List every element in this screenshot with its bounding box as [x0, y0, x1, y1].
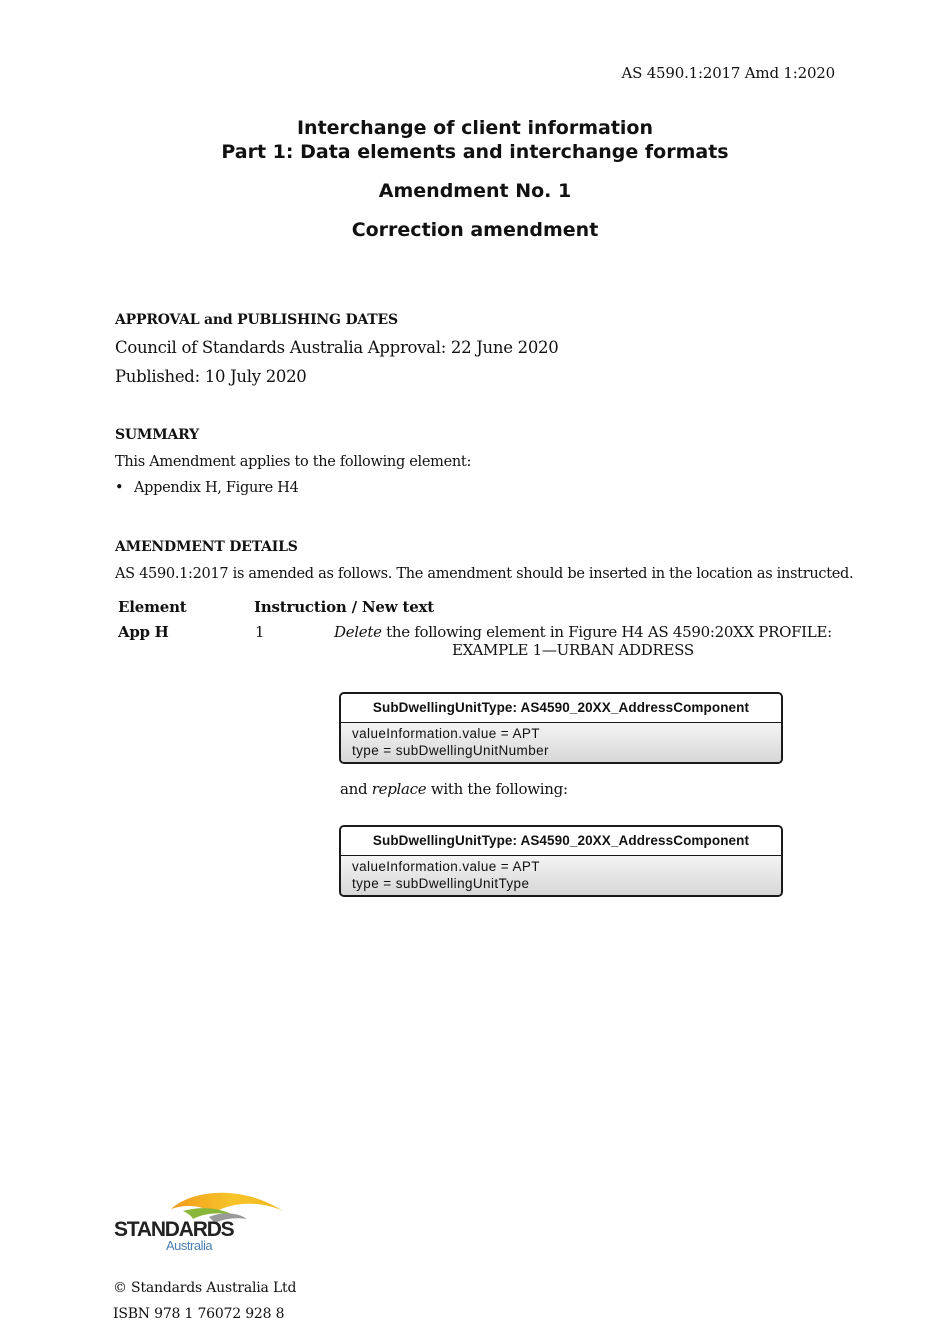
- delete-keyword: Delete: [334, 623, 382, 641]
- logo-wordmark: STANDARDS: [114, 1218, 234, 1241]
- amendment-type: Correction amendment: [351, 219, 599, 241]
- document-reference: AS 4590.1:2017 Amd 1:2020: [621, 64, 835, 82]
- uml-class-box-old: [339, 692, 783, 764]
- uml-attribute-value: valueInformation.value = APT: [352, 859, 540, 874]
- replace-keyword: replace: [371, 780, 427, 798]
- copyright-notice: © Standards Australia Ltd: [113, 1280, 297, 1296]
- replace-instruction: [340, 780, 568, 798]
- instruction-number: 1: [255, 623, 265, 641]
- uml-attribute-type: type = subDwellingUnitType: [352, 875, 530, 891]
- uml-class-header: SubDwellingUnitType: AS4590_20XX_AddressComponent: [341, 827, 781, 856]
- amendment-details-heading: AMENDMENT DETAILS: [115, 539, 298, 555]
- uml-attribute-value: valueInformation.value = APT: [352, 726, 540, 741]
- column-header-instruction: Instruction / New text: [254, 598, 435, 616]
- amendment-details-intro: AS 4590.1:2017 is amended as follows. The amendment should be inserted in the location as instructed.: [115, 566, 854, 582]
- element-cell: App H: [118, 623, 169, 641]
- instruction-rest: the following element in Figure H4 AS 4590:20XX PROFILE:: [381, 623, 832, 641]
- bullet-icon: •: [115, 480, 124, 496]
- uml-class-box-new: [339, 825, 783, 897]
- replace-prefix: and: [340, 780, 372, 798]
- uml-attribute-type: type = subDwellingUnitNumber: [352, 742, 549, 758]
- approval-heading: APPROVAL and PUBLISHING DATES: [115, 312, 398, 328]
- uml-class-attributes: [341, 723, 781, 763]
- uml-class-attributes: [341, 856, 781, 896]
- summary-list-item: [115, 480, 299, 496]
- document-subtitle: Part 1: Data elements and interchange formats: [221, 141, 729, 163]
- document-title: Interchange of client information: [296, 117, 654, 139]
- instruction-text: [334, 623, 832, 641]
- council-approval-date: Council of Standards Australia Approval: 22 June 2020: [115, 338, 559, 357]
- replace-suffix: with the following:: [426, 780, 568, 798]
- amendment-number: Amendment No. 1: [378, 180, 572, 202]
- isbn: ISBN 978 1 76072 928 8: [113, 1306, 285, 1322]
- column-header-element: Element: [118, 598, 187, 616]
- standards-australia-logo: [113, 1187, 288, 1253]
- summary-intro: This Amendment applies to the following element:: [115, 454, 472, 470]
- published-date: Published: 10 July 2020: [115, 367, 307, 386]
- logo-subtitle: Australia: [166, 1238, 213, 1253]
- uml-class-header: SubDwellingUnitType: AS4590_20XX_AddressComponent: [341, 694, 781, 723]
- instruction-figure-label: EXAMPLE 1—URBAN ADDRESS: [452, 641, 694, 659]
- summary-heading: SUMMARY: [115, 427, 199, 443]
- summary-item-text: Appendix H, Figure H4: [134, 480, 299, 496]
